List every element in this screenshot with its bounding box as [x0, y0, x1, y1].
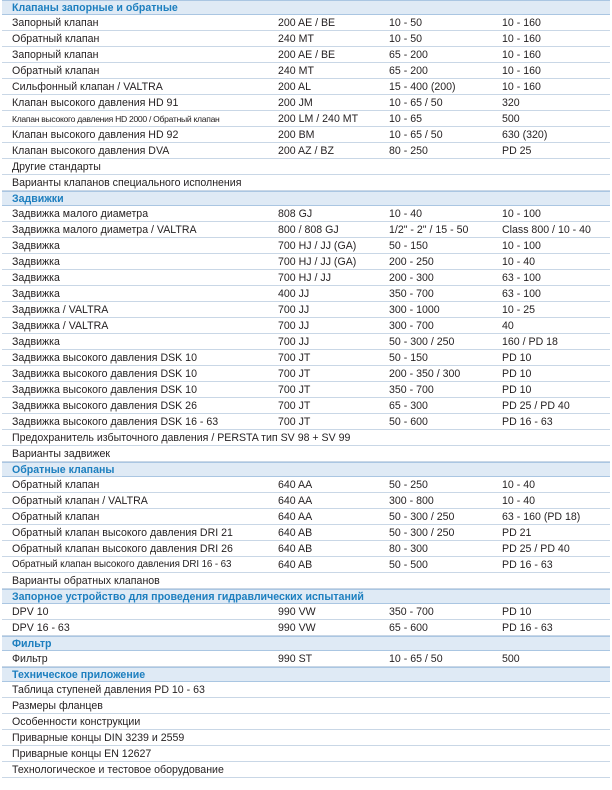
product-name-cell: Задвижка высокого давления DSK 10	[12, 384, 197, 396]
product-name-cell: Предохранитель избыточного давления / PERSTA тип SV 98 + SV 99	[12, 432, 351, 444]
type-cell: 700 JJ	[278, 336, 310, 348]
table-row	[2, 557, 610, 573]
dn-range-cell: 50 - 500	[389, 559, 428, 571]
pn-range-cell: PD 16 - 63	[502, 416, 553, 428]
product-name-cell: Задвижка высокого давления DSK 10	[12, 352, 197, 364]
table-row	[2, 414, 610, 430]
table-row	[2, 238, 610, 254]
dn-range-cell: 15 - 400 (200)	[389, 81, 456, 93]
pn-range-cell: PD 21	[502, 527, 532, 539]
type-cell: 700 HJ / JJ (GA)	[278, 256, 357, 268]
product-name-cell: Задвижка / VALTRA	[12, 320, 109, 332]
section-header: Задвижки	[2, 191, 610, 206]
section-header: Запорное устройство для проведения гидравлических испытаний	[2, 589, 610, 604]
type-cell: 700 JT	[278, 400, 311, 412]
type-cell: 200 AE / BE	[278, 49, 336, 61]
pn-range-cell: PD 25 / PD 40	[502, 400, 570, 412]
product-name-cell: DPV 16 - 63	[12, 622, 70, 634]
product-name-cell: Обратный клапан	[12, 479, 100, 491]
table-row	[2, 334, 610, 350]
product-name-cell: Размеры фланцев	[12, 700, 103, 712]
type-cell: 640 AA	[278, 511, 313, 523]
pn-range-cell: PD 16 - 63	[502, 559, 553, 571]
product-name-cell: Клапан высокого давления HD 2000 / Обратный клапан	[12, 114, 220, 124]
table-row	[2, 682, 610, 698]
dn-range-cell: 50 - 600	[389, 416, 428, 428]
table-row	[2, 604, 610, 620]
pn-range-cell: 10 - 160	[502, 49, 541, 61]
table-row	[2, 127, 610, 143]
pn-range-cell: PD 25 / PD 40	[502, 543, 570, 555]
product-name-cell: Задвижка высокого давления DSK 10	[12, 368, 197, 380]
pn-range-cell: PD 10	[502, 384, 532, 396]
dn-range-cell: 300 - 800	[389, 495, 434, 507]
table-row	[2, 698, 610, 714]
dn-range-cell: 10 - 40	[389, 208, 422, 220]
pn-range-cell: 10 - 160	[502, 33, 541, 45]
type-cell: 640 AB	[278, 543, 313, 555]
type-cell: 990 VW	[278, 622, 316, 634]
pn-range-cell: 10 - 40	[502, 479, 535, 491]
table-row	[2, 302, 610, 318]
type-cell: 700 HJ / JJ (GA)	[278, 240, 357, 252]
table-row	[2, 15, 610, 31]
table-row	[2, 651, 610, 667]
type-cell: 200 LM / 240 MT	[278, 113, 359, 125]
product-name-cell: Задвижка высокого давления DSK 16 - 63	[12, 416, 219, 428]
product-name-cell: Технологическое и тестовое оборудование	[12, 764, 224, 776]
table-row	[2, 746, 610, 762]
type-cell: 700 HJ / JJ	[278, 272, 331, 284]
table-row	[2, 730, 610, 746]
table-row	[2, 143, 610, 159]
product-name-cell: Задвижка малого диаметра / VALTRA	[12, 224, 197, 236]
product-name-cell: Варианты клапанов специального исполнения	[12, 177, 242, 189]
pn-range-cell: 10 - 100	[502, 240, 541, 252]
dn-range-cell: 300 - 1000	[389, 304, 440, 316]
dn-range-cell: 50 - 300 / 250	[389, 527, 455, 539]
product-name-cell: Таблица ступеней давления PD 10 - 63	[12, 684, 205, 696]
table-row	[2, 175, 610, 191]
dn-range-cell: 300 - 700	[389, 320, 434, 332]
type-cell: 400 JJ	[278, 288, 310, 300]
table-row	[2, 270, 610, 286]
pn-range-cell: 10 - 40	[502, 256, 535, 268]
dn-range-cell: 50 - 150	[389, 240, 428, 252]
table-row	[2, 47, 610, 63]
table-row	[2, 525, 610, 541]
dn-range-cell: 200 - 350 / 300	[389, 368, 461, 380]
table-row	[2, 541, 610, 557]
dn-range-cell: 10 - 50	[389, 33, 422, 45]
dn-range-cell: 200 - 300	[389, 272, 434, 284]
pn-range-cell: 10 - 25	[502, 304, 535, 316]
dn-range-cell: 80 - 300	[389, 543, 428, 555]
type-cell: 700 JJ	[278, 304, 310, 316]
product-name-cell: Задвижка	[12, 240, 60, 252]
table-row	[2, 573, 610, 589]
table-row	[2, 446, 610, 462]
pn-range-cell: PD 10	[502, 352, 532, 364]
type-cell: 990 VW	[278, 606, 316, 618]
table-row	[2, 254, 610, 270]
product-name-cell: Варианты задвижек	[12, 448, 111, 460]
product-name-cell: Сильфонный клапан / VALTRA	[12, 81, 163, 93]
dn-range-cell: 65 - 200	[389, 65, 428, 77]
table-row	[2, 714, 610, 730]
product-name-cell: Обратный клапан / VALTRA	[12, 495, 148, 507]
section-header: Фильтр	[2, 636, 610, 651]
table-row	[2, 493, 610, 509]
dn-range-cell: 50 - 300 / 250	[389, 336, 455, 348]
valve-catalog-table	[2, 0, 610, 778]
type-cell: 700 JJ	[278, 320, 310, 332]
pn-range-cell: PD 25	[502, 145, 532, 157]
type-cell: 808 GJ	[278, 208, 313, 220]
type-cell: 640 AA	[278, 479, 313, 491]
product-name-cell: Задвижка	[12, 288, 60, 300]
section-header: Обратные клапаны	[2, 462, 610, 477]
product-name-cell: Приварные концы DIN 3239 и 2559	[12, 732, 185, 744]
product-name-cell: Особенности конструкции	[12, 716, 141, 728]
product-name-cell: Клапан высокого давления HD 91	[12, 97, 179, 109]
pn-range-cell: PD 10	[502, 368, 532, 380]
dn-range-cell: 10 - 65 / 50	[389, 97, 443, 109]
product-name-cell: Задвижка	[12, 336, 60, 348]
product-name-cell: Обратный клапан	[12, 33, 100, 45]
table-row	[2, 63, 610, 79]
dn-range-cell: 65 - 600	[389, 622, 428, 634]
dn-range-cell: 10 - 65 / 50	[389, 129, 443, 141]
dn-range-cell: 350 - 700	[389, 384, 434, 396]
table-row	[2, 318, 610, 334]
pn-range-cell: 63 - 100	[502, 288, 541, 300]
pn-range-cell: PD 16 - 63	[502, 622, 553, 634]
dn-range-cell: 50 - 300 / 250	[389, 511, 455, 523]
dn-range-cell: 1/2" - 2" / 15 - 50	[389, 224, 469, 236]
product-name-cell: Другие стандарты	[12, 161, 101, 173]
section-header: Клапаны запорные и обратные	[2, 0, 610, 15]
pn-range-cell: Class 800 / 10 - 40	[502, 224, 591, 236]
dn-range-cell: 200 - 250	[389, 256, 434, 268]
pn-range-cell: PD 10	[502, 606, 532, 618]
pn-range-cell: 10 - 160	[502, 17, 541, 29]
dn-range-cell: 350 - 700	[389, 288, 434, 300]
pn-range-cell: 10 - 160	[502, 81, 541, 93]
pn-range-cell: 500	[502, 113, 520, 125]
product-name-cell: Обратный клапан высокого давления DRI 26	[12, 543, 233, 555]
product-name-cell: Задвижка / VALTRA	[12, 304, 109, 316]
type-cell: 200 AE / BE	[278, 17, 336, 29]
dn-range-cell: 10 - 65	[389, 113, 422, 125]
pn-range-cell: 10 - 40	[502, 495, 535, 507]
product-name-cell: DPV 10	[12, 606, 49, 618]
product-name-cell: Запорный клапан	[12, 49, 99, 61]
product-name-cell: Задвижка высокого давления DSK 26	[12, 400, 197, 412]
table-row	[2, 206, 610, 222]
table-row	[2, 366, 610, 382]
table-row	[2, 430, 610, 446]
type-cell: 200 AZ / BZ	[278, 145, 334, 157]
table-row	[2, 398, 610, 414]
product-name-cell: Обратный клапан	[12, 511, 100, 523]
table-row	[2, 509, 610, 525]
pn-range-cell: 320	[502, 97, 520, 109]
product-name-cell: Клапан высокого давления HD 92	[12, 129, 179, 141]
dn-range-cell: 10 - 65 / 50	[389, 653, 443, 665]
table-row	[2, 762, 610, 778]
table-row	[2, 31, 610, 47]
table-row	[2, 477, 610, 493]
type-cell: 640 AA	[278, 495, 313, 507]
dn-range-cell: 10 - 50	[389, 17, 422, 29]
product-name-cell: Запорный клапан	[12, 17, 99, 29]
pn-range-cell: 630 (320)	[502, 129, 548, 141]
type-cell: 240 MT	[278, 33, 314, 45]
section-header: Техническое приложение	[2, 667, 610, 682]
dn-range-cell: 50 - 250	[389, 479, 428, 491]
table-row	[2, 382, 610, 398]
table-row	[2, 95, 610, 111]
product-name-cell: Клапан высокого давления DVA	[12, 145, 170, 157]
type-cell: 200 AL	[278, 81, 311, 93]
type-cell: 700 JT	[278, 384, 311, 396]
product-name-cell: Обратный клапан высокого давления DRI 16 - 63	[12, 559, 232, 570]
type-cell: 700 JT	[278, 416, 311, 428]
product-name-cell: Варианты обратных клапанов	[12, 575, 160, 587]
type-cell: 800 / 808 GJ	[278, 224, 339, 236]
dn-range-cell: 50 - 150	[389, 352, 428, 364]
product-name-cell: Фильтр	[12, 653, 48, 665]
type-cell: 990 ST	[278, 653, 313, 665]
product-name-cell: Обратный клапан	[12, 65, 100, 77]
table-row	[2, 159, 610, 175]
dn-range-cell: 65 - 200	[389, 49, 428, 61]
product-name-cell: Задвижка	[12, 272, 60, 284]
type-cell: 640 AB	[278, 527, 313, 539]
table-row	[2, 222, 610, 238]
pn-range-cell: 63 - 160 (PD 18)	[502, 511, 581, 523]
type-cell: 200 JM	[278, 97, 313, 109]
product-name-cell: Приварные концы EN 12627	[12, 748, 152, 760]
type-cell: 700 JT	[278, 368, 311, 380]
dn-range-cell: 350 - 700	[389, 606, 434, 618]
pn-range-cell: 10 - 160	[502, 65, 541, 77]
pn-range-cell: 10 - 100	[502, 208, 541, 220]
table-row	[2, 286, 610, 302]
pn-range-cell: 500	[502, 653, 520, 665]
dn-range-cell: 80 - 250	[389, 145, 428, 157]
pn-range-cell: 160 / PD 18	[502, 336, 558, 348]
type-cell: 200 BM	[278, 129, 315, 141]
table-row	[2, 79, 610, 95]
product-name-cell: Задвижка	[12, 256, 60, 268]
pn-range-cell: 63 - 100	[502, 272, 541, 284]
pn-range-cell: 40	[502, 320, 514, 332]
table-row	[2, 350, 610, 366]
table-row	[2, 111, 610, 127]
product-name-cell: Задвижка малого диаметра	[12, 208, 149, 220]
table-row	[2, 620, 610, 636]
dn-range-cell: 65 - 300	[389, 400, 428, 412]
product-name-cell: Обратный клапан высокого давления DRI 21	[12, 527, 233, 539]
type-cell: 640 AB	[278, 559, 313, 571]
type-cell: 700 JT	[278, 352, 311, 364]
type-cell: 240 MT	[278, 65, 314, 77]
